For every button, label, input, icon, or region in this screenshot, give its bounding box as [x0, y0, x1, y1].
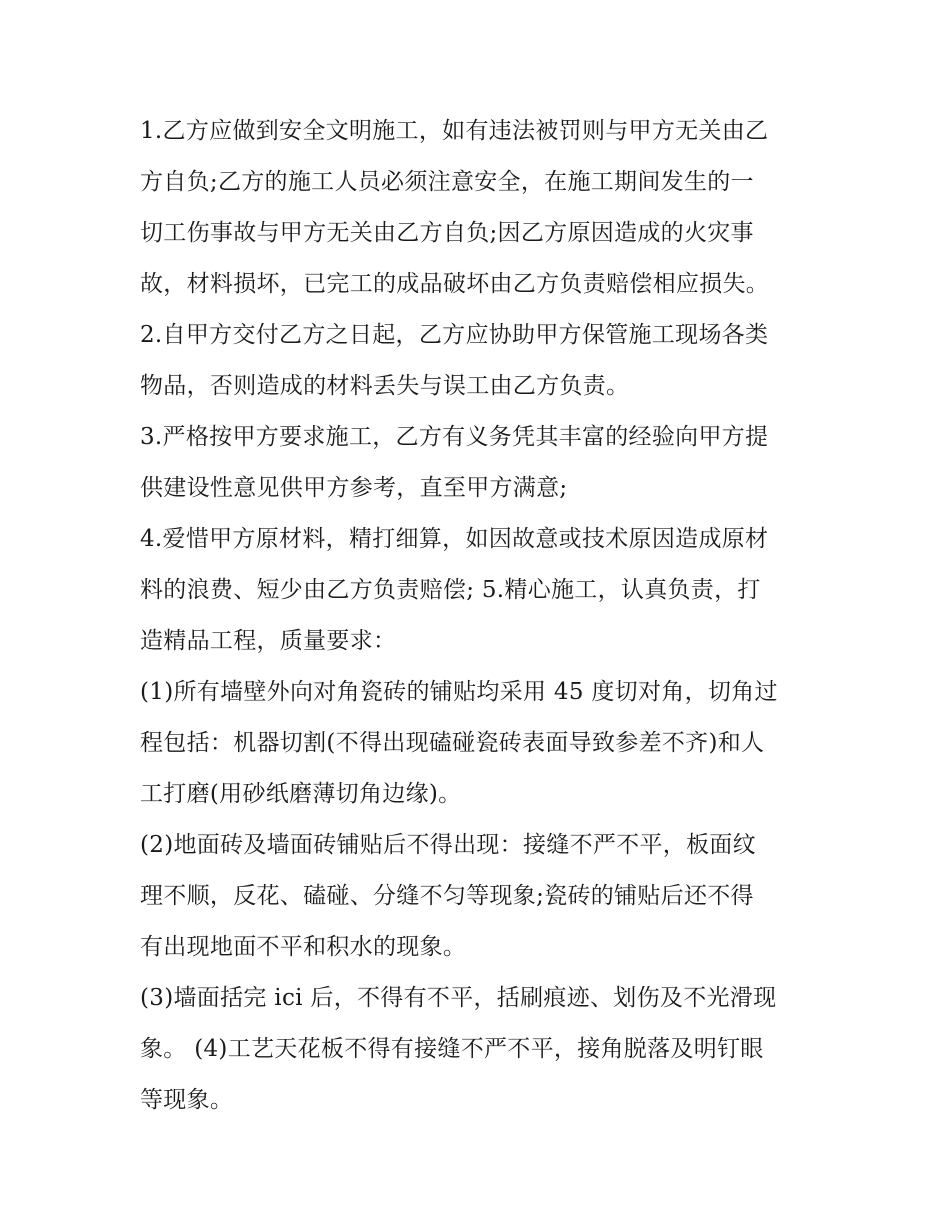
text-line: 料的浪费、短少由乙方负责赔偿; 5.精心施工，认真负责，打	[140, 577, 761, 603]
text-line: 理不顺，反花、磕碰、分缝不匀等现象;瓷砖的铺贴后还不得	[140, 883, 754, 909]
text-line: 工打磨(用砂纸磨薄切角边缘)。	[140, 781, 462, 807]
text-line: (2)地面砖及墙面砖铺贴后不得出现：接缝不严不平，板面纹	[140, 832, 756, 858]
text-line: 物品，否则造成的材料丢失与误工由乙方负责。	[140, 373, 630, 399]
text-line: 等现象。	[140, 1087, 234, 1113]
text-line: 2.自甲方交付乙方之日起，乙方应协助甲方保管施工现场各类	[140, 322, 769, 348]
text-line: 4.爱惜甲方原材料，精打细算，如因故意或技术原因造成原材	[140, 526, 769, 552]
text-line: (3)墙面括完 ici 后，不得有不平，括刷痕迹、划伤及不光滑现	[140, 985, 777, 1011]
text-line: 供建设性意见供甲方参考，直至甲方满意;	[140, 475, 568, 501]
text-line: 故，材料损坏，已完工的成品破坏由乙方负责赔偿相应损失。	[140, 271, 770, 297]
text-line: 切工伤事故与甲方无关由乙方自负;因乙方原因造成的火灾事	[140, 220, 754, 246]
text-line: 3.严格按甲方要求施工，乙方有义务凭其丰富的经验向甲方提	[140, 424, 769, 450]
text-line: 方自负;乙方的施工人员必须注意安全，在施工期间发生的一	[140, 169, 754, 195]
document-body	[140, 106, 810, 1126]
text-line: 有出现地面不平和积水的现象。	[140, 934, 467, 960]
text-line: 象。 (4)工艺天花板不得有接缝不严不平，接角脱落及明钉眼	[140, 1036, 764, 1062]
text-line: 造精品工程，质量要求：	[140, 628, 397, 654]
text-line: 程包括：机器切割(不得出现磕碰瓷砖表面导致参差不齐)和人	[140, 730, 765, 756]
text-line: (1)所有墙壁外向对角瓷砖的铺贴均采用 45 度切对角，切角过	[140, 679, 778, 705]
text-line: 1.乙方应做到安全文明施工，如有违法被罚则与甲方无关由乙	[140, 118, 769, 144]
